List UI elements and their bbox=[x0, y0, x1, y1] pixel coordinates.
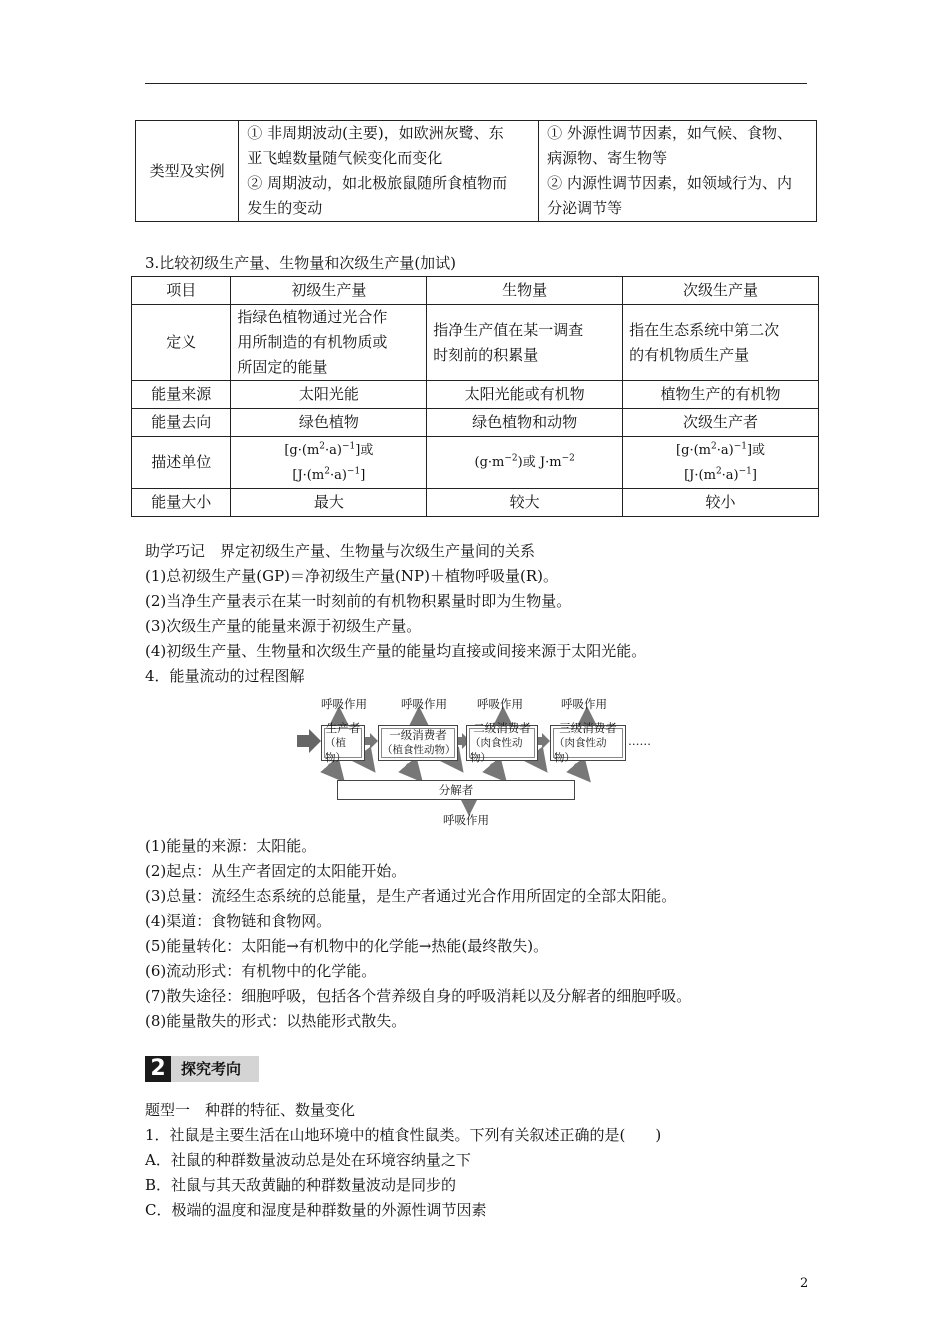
option-a: A．社鼠的种群数量波动总是处在环境容纳量之下 bbox=[145, 1151, 471, 1169]
respiration-label: 呼吸作用 bbox=[443, 813, 489, 827]
unit-line: $[g\cdot(m^2\cdot a)^{-1}]$或 bbox=[284, 441, 374, 458]
cell-line: 所固定的能量 bbox=[237, 358, 328, 376]
row-label-text: 类型及实例 bbox=[149, 162, 225, 180]
definition-primary bbox=[231, 305, 427, 381]
cell-line: 时刻前的积累量 bbox=[433, 345, 539, 364]
cell-line: 的有机物质生产量 bbox=[629, 345, 750, 364]
section4-heading: 4．能量流动的过程图解 bbox=[145, 667, 305, 685]
unit-biomass: $(g\cdot m^{-2})$或 $J\cdot m^{-2}$ bbox=[427, 437, 623, 489]
tips-item: (4)初级生产量、生物量和次级生产量的能量均直接或间接来源于太阳光能。 bbox=[145, 642, 647, 660]
decay-arrow bbox=[538, 760, 544, 768]
section4-item: (8)能量散失的形式：以热能形式散失。 bbox=[145, 1012, 407, 1030]
unit-secondary bbox=[623, 437, 819, 489]
decomposer-box bbox=[337, 780, 575, 800]
section-badge bbox=[145, 1056, 259, 1082]
section-number: 2 bbox=[145, 1056, 171, 1082]
header-biomass: 生物量 bbox=[427, 277, 623, 305]
tips-title: 助学巧记 界定初级生产量、生物量与次级生产量间的关系 bbox=[145, 542, 536, 560]
box-label: 分解者 bbox=[438, 783, 474, 797]
regulation-factors-cell bbox=[539, 121, 817, 222]
row-label-energy-source: 能量来源 bbox=[132, 381, 231, 409]
box-sublabel: （植物） bbox=[325, 736, 346, 764]
cell-line: 用所制造的有机物质或 bbox=[237, 333, 388, 351]
decay-arrow bbox=[329, 764, 341, 778]
definition-secondary bbox=[623, 305, 819, 381]
header-primary: 初级生产量 bbox=[231, 277, 427, 305]
row-label-energy-size: 能量大小 bbox=[132, 489, 231, 517]
question-stem: 1．社鼠是主要生活在山地环境中的植食性鼠类。下列有关叙述正确的是( ) bbox=[145, 1126, 662, 1144]
input-arrow bbox=[297, 729, 321, 753]
energy-flow-diagram bbox=[297, 694, 657, 830]
population-fluctuation-table bbox=[135, 120, 817, 222]
cell-line: 亚飞蝗数量随气候变化而变化 bbox=[247, 149, 443, 167]
section4-item: (2)起点：从生产者固定的太阳能开始。 bbox=[145, 862, 407, 880]
cell-line: 指绿色植物通过光合作 bbox=[237, 308, 388, 326]
cell: 太阳光能 bbox=[231, 381, 427, 409]
question-type: 题型一 种群的特征、数量变化 bbox=[145, 1101, 356, 1119]
decay-arrow bbox=[366, 760, 372, 768]
cell-line: ② 周期波动，如北极旅鼠随所食植物而 bbox=[247, 174, 508, 192]
page-number: 2 bbox=[800, 1276, 809, 1291]
section4-item: (7)散失途径：细胞呼吸，包括各个营养级自身的呼吸消耗以及分解者的细胞呼吸。 bbox=[145, 987, 692, 1005]
primary-consumer-box bbox=[378, 725, 458, 761]
cell: 次级生产者 bbox=[623, 409, 819, 437]
header-item: 项目 bbox=[132, 277, 231, 305]
section4-item: (3)总量：流经生态系统的总能量，是生产者通过光合作用所固定的全部太阳能。 bbox=[145, 887, 677, 905]
section4-item: (1)能量的来源：太阳能。 bbox=[145, 837, 317, 855]
cell: 最大 bbox=[231, 489, 427, 517]
cell: 太阳光能或有机物 bbox=[427, 381, 623, 409]
option-b: B．社鼠与其天敌黄鼬的种群数量波动是同步的 bbox=[145, 1176, 457, 1194]
section4-item: (5)能量转化：太阳能→有机物中的化学能→热能(最终散失)。 bbox=[145, 937, 549, 955]
respiration-label: 呼吸作用 bbox=[321, 697, 367, 711]
decay-arrow bbox=[454, 760, 460, 768]
section4-item: (4)渠道：食物链和食物网。 bbox=[145, 912, 332, 930]
box-sublabel: （肉食性动物） bbox=[554, 736, 607, 764]
decay-arrow bbox=[407, 764, 419, 778]
cell-line: ① 非周期波动(主要)，如欧洲灰鹭、东 bbox=[247, 124, 504, 142]
unit-line: $[J\cdot(m^2\cdot a)^{-1}]$ bbox=[292, 466, 366, 483]
tips-item: (1)总初级生产量(GP)＝净初级生产量(NP)＋植物呼吸量(R)。 bbox=[145, 567, 558, 585]
respiration-label: 呼吸作用 bbox=[561, 697, 607, 711]
definition-biomass bbox=[427, 305, 623, 381]
header-rule bbox=[145, 83, 807, 84]
unit-line: $[g\cdot(m^2\cdot a)^{-1}]$或 bbox=[676, 441, 766, 458]
flow-arrow bbox=[538, 733, 550, 749]
box-label: 一级消费者 bbox=[389, 728, 447, 742]
fluctuation-types-cell bbox=[239, 121, 539, 222]
flow-arrow bbox=[364, 733, 378, 749]
cell-line: ② 内源性调节因素，如领域行为、内 bbox=[547, 174, 792, 192]
cell: 植物生产的有机物 bbox=[623, 381, 819, 409]
cell: 绿色植物和动物 bbox=[427, 409, 623, 437]
respiration-label: 呼吸作用 bbox=[401, 697, 447, 711]
cell: 较小 bbox=[623, 489, 819, 517]
cell-line: 病源物、寄生物等 bbox=[547, 149, 668, 167]
tips-item: (3)次级生产量的能量来源于初级生产量。 bbox=[145, 617, 422, 635]
box-label: 二级消费者 bbox=[473, 720, 531, 735]
cell-line: 发生的变动 bbox=[247, 199, 323, 217]
box-label: 生产者 bbox=[325, 720, 361, 735]
producer-box bbox=[321, 720, 365, 764]
cell: 绿色植物 bbox=[231, 409, 427, 437]
box-label: 三级消费者 bbox=[559, 720, 617, 735]
section-title: 探究考向 bbox=[181, 1060, 242, 1078]
cell-line: 指净生产值在某一调查 bbox=[433, 320, 584, 339]
header-secondary: 次级生产量 bbox=[623, 277, 819, 305]
cell: 较大 bbox=[427, 489, 623, 517]
production-comparison-table bbox=[131, 276, 819, 517]
box-sublabel: （植食性动物） bbox=[382, 744, 456, 756]
row-label-unit: 描述单位 bbox=[132, 437, 231, 489]
decay-arrow bbox=[575, 764, 587, 778]
option-c: C．极端的温度和湿度是种群数量的外源性调节因素 bbox=[145, 1201, 487, 1219]
secondary-consumer-box bbox=[466, 720, 538, 764]
tips-item: (2)当净生产量表示在某一时刻前的有机物积累量时即为生物量。 bbox=[145, 592, 572, 610]
respiration-label: 呼吸作用 bbox=[477, 697, 523, 711]
decay-arrow bbox=[491, 764, 503, 778]
continuation-dots: …… bbox=[628, 734, 651, 748]
cell-line: 指在生态系统中第二次 bbox=[629, 320, 780, 339]
row-label-energy-destination: 能量去向 bbox=[132, 409, 231, 437]
cell-line: ① 外源性调节因素，如气候、食物、 bbox=[547, 124, 792, 142]
unit-primary bbox=[231, 437, 427, 489]
section4-item: (6)流动形式：有机物中的化学能。 bbox=[145, 962, 377, 980]
tertiary-consumer-box bbox=[550, 720, 626, 764]
box-sublabel: （肉食性动物） bbox=[470, 736, 523, 764]
row-label bbox=[136, 121, 239, 222]
unit-line: $[J\cdot(m^2\cdot a)^{-1}]$ bbox=[684, 466, 757, 483]
row-label-definition: 定义 bbox=[132, 305, 231, 381]
section3-heading: 3.比较初级生产量、生物量和次级生产量(加试) bbox=[145, 254, 457, 272]
cell-line: 分泌调节等 bbox=[547, 199, 623, 217]
